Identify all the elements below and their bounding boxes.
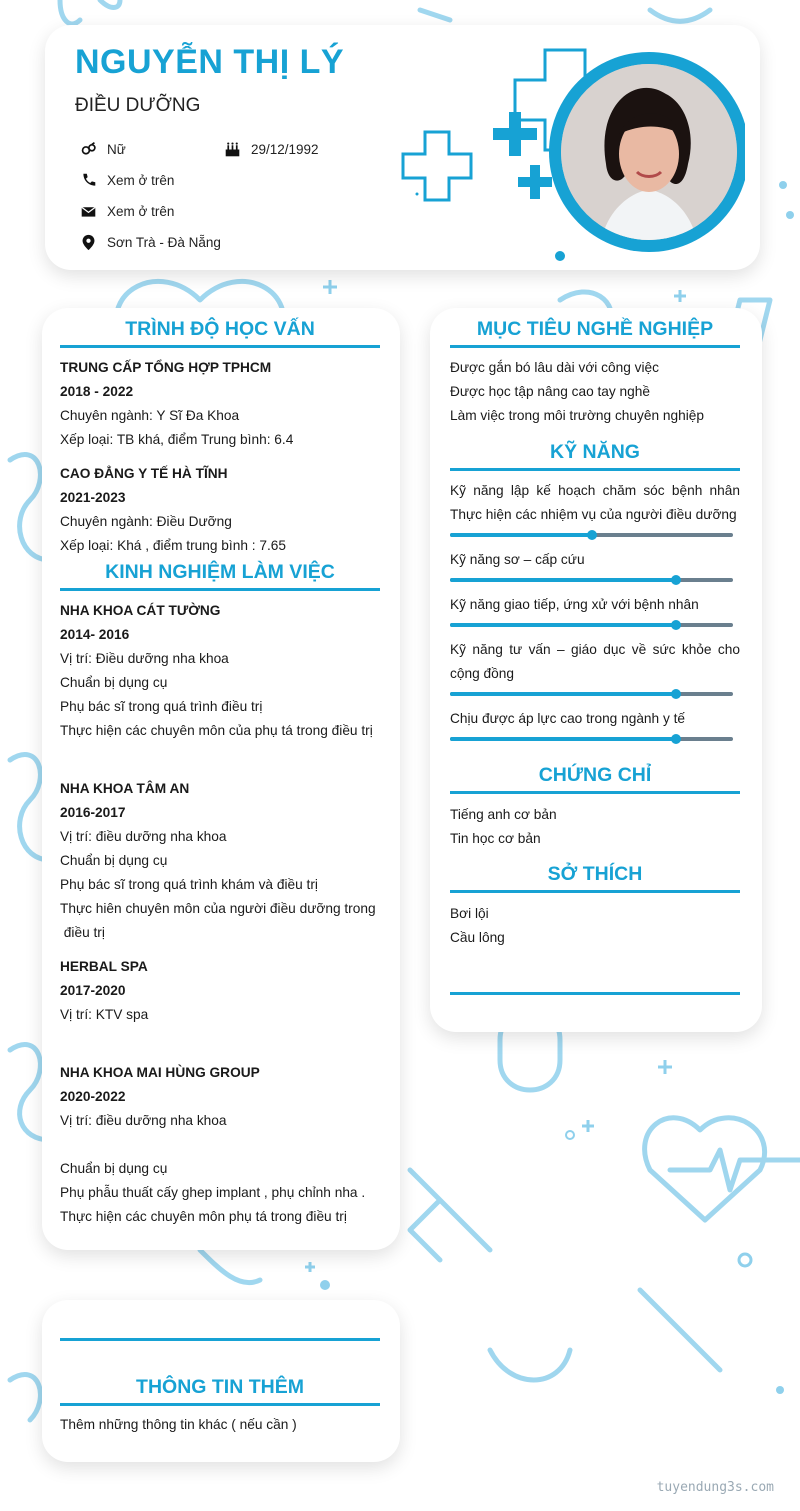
experience-company-1: NHA KHOA CÁT TƯỜNG <box>60 603 221 618</box>
plus-icon <box>582 1120 594 1132</box>
objective-line: Được gắn bó lâu dài với công việc <box>450 360 659 375</box>
skill-bar-knob <box>671 575 681 585</box>
heartbeat-line <box>670 1150 800 1190</box>
experience-line: Thực hiện các chuyên môn phụ tá trong điều trị <box>60 1209 347 1224</box>
experience-line: Phụ bác sĩ trong quá trình khám và điều trị <box>60 877 318 892</box>
stethoscope-icon <box>490 1350 570 1380</box>
experience-line: Chuẩn bị dụng cụ <box>60 853 168 868</box>
skills-heading: KỸ NĂNG <box>450 441 740 471</box>
education-heading: TRÌNH ĐỘ HỌC VẤN <box>60 318 380 348</box>
experience-years-3: 2017-2020 <box>60 983 126 998</box>
experience-company-4: NHA KHOA MAI HÙNG GROUP <box>60 1065 260 1080</box>
education-grade-2: Xếp loại: Khá , điểm trung bình : 7.65 <box>60 538 286 553</box>
education-years-2: 2021-2023 <box>60 490 126 505</box>
skill-bar-knob <box>671 689 681 699</box>
skill-bar-4 <box>450 692 733 696</box>
experience-years-2: 2016-2017 <box>60 805 126 820</box>
education-major-2: Chuyên ngành: Điều Dưỡng <box>60 514 232 529</box>
experience-line: Phụ phẫu thuất cấy ghep implant , phụ chỉnh nha . <box>60 1185 366 1200</box>
right-column-card <box>430 308 762 1032</box>
education-major-1: Chuyên ngành: Y Sĩ Đa Khoa <box>60 408 240 423</box>
skill-label-5: Chịu được áp lực cao trong ngành y tế <box>450 711 686 726</box>
experience-line: Vị trí: điều dưỡng nha khoa <box>60 1113 227 1128</box>
watermark-text: tuyendung3s.com <box>656 1480 774 1495</box>
gender-icon <box>79 140 97 158</box>
experience-line: Thực hiên chuyên môn của người điều dưỡng trong <box>60 901 376 916</box>
profile-header-card <box>45 25 760 270</box>
skill-label-2: Kỹ năng sơ – cấp cứu <box>450 552 585 567</box>
plus-icon <box>323 280 337 294</box>
phone-icon <box>79 171 97 189</box>
skill-bar-fill <box>450 533 592 537</box>
birthday-cake-icon <box>223 140 241 158</box>
skill-label-1: Kỹ năng lập kế hoạch chăm sóc bệnh nhân Thực hiện các nhiệm vụ của người điều dưỡng <box>450 483 740 522</box>
phone-row <box>79 170 174 190</box>
experience-heading: KINH NGHIỆM LÀM VIỆC <box>60 561 380 591</box>
objective-heading: MỤC TIÊU NGHỀ NGHIỆP <box>450 318 740 348</box>
email-text: Xem ở trên <box>107 203 175 219</box>
plus-icon <box>674 290 686 302</box>
experience-line: Vị trí: điều dưỡng nha khoa <box>60 829 227 844</box>
experience-company-3: HERBAL SPA <box>60 959 148 974</box>
experience-line: Chuẩn bị dụng cụ <box>60 1161 168 1176</box>
skill-bar-3 <box>450 623 733 627</box>
experience-line: Chuẩn bị dụng cụ <box>60 675 168 690</box>
skill-bar-fill <box>450 623 676 627</box>
certificate-line: Tin học cơ bản <box>450 831 541 846</box>
syringe-icon <box>410 1170 490 1260</box>
skill-bar-fill <box>450 737 676 741</box>
skill-bar-fill <box>450 578 676 582</box>
candidate-name: NGUYỄN THỊ LÝ <box>75 43 345 81</box>
objective-line: Được học tập nâng cao tay nghề <box>450 384 651 399</box>
cross-solid-small <box>518 165 552 199</box>
extra-heading: THÔNG TIN THÊM <box>60 1376 380 1406</box>
birthday-row <box>223 139 319 159</box>
hobby-line: Cầu lông <box>450 930 505 945</box>
gender-row <box>79 139 126 159</box>
education-school-2: CAO ĐẲNG Y TẾ HÀ TĨNH <box>60 466 228 481</box>
phone-text: Xem ở trên <box>107 172 175 188</box>
education-school-1: TRUNG CẤP TỔNG HỢP TPHCM <box>60 360 272 375</box>
skill-bar-2 <box>450 578 733 582</box>
syringe-icon <box>640 1290 720 1370</box>
experience-line: Vị trí: Điều dưỡng nha khoa <box>60 651 229 666</box>
stethoscope-icon <box>10 1375 40 1420</box>
experience-years-4: 2020-2022 <box>60 1089 126 1104</box>
avatar <box>561 64 737 240</box>
envelope-icon <box>79 202 97 220</box>
hobby-line: Bơi lội <box>450 906 489 921</box>
experience-line: Vị trí: KTV spa <box>60 1007 149 1022</box>
address-row <box>79 232 221 252</box>
syringe-icon <box>420 10 710 21</box>
extra-text: Thêm những thông tin khác ( nếu cần ) <box>60 1417 297 1432</box>
skill-label-3: Kỹ năng giao tiếp, ứng xử với bệnh nhân <box>450 597 699 612</box>
skill-bar-knob <box>671 620 681 630</box>
skill-bar-knob <box>671 734 681 744</box>
education-grade-1: Xếp loại: TB khá, điểm Trung bình: 6.4 <box>60 432 294 447</box>
candidate-role: ĐIỀU DƯỠNG <box>75 95 201 116</box>
section-divider <box>60 1338 380 1341</box>
left-column-card <box>42 308 400 1250</box>
heart-icon <box>60 0 120 24</box>
section-divider <box>450 992 740 995</box>
skill-bar-5 <box>450 737 733 741</box>
gender-text: Nữ <box>107 141 126 157</box>
experience-line: Phụ bác sĩ trong quá trình điều trị <box>60 699 263 714</box>
experience-years-1: 2014- 2016 <box>60 627 130 642</box>
experience-line: Thực hiện các chuyên môn của phụ tá trong điều trị <box>60 723 373 738</box>
skill-bar-1 <box>450 533 733 537</box>
skill-bar-knob <box>587 530 597 540</box>
cross-outline-small <box>403 132 471 200</box>
objective-line: Làm việc trong môi trường chuyên nghiệp <box>450 408 705 423</box>
plus-icon <box>658 1060 672 1074</box>
experience-line: điều trị <box>60 925 105 940</box>
certificates-heading: CHỨNG CHỈ <box>450 764 740 794</box>
education-years-1: 2018 - 2022 <box>60 384 134 399</box>
hobbies-heading: SỞ THÍCH <box>450 863 740 893</box>
address-text: Sơn Trà - Đà Nẵng <box>107 234 221 250</box>
extra-info-card <box>42 1300 400 1462</box>
certificate-line: Tiếng anh cơ bản <box>450 807 557 822</box>
syringe-icon <box>200 1250 260 1283</box>
map-pin-icon <box>79 233 97 251</box>
experience-company-2: NHA KHOA TÂM AN <box>60 781 190 796</box>
birthday-text: 29/12/1992 <box>251 141 319 157</box>
skill-label-4: Kỹ năng tư vấn – giáo dục về sức khỏe cho cộng đồng <box>450 642 740 681</box>
skill-bar-fill <box>450 692 676 696</box>
plus-icon <box>305 1262 315 1272</box>
email-row <box>79 201 174 221</box>
